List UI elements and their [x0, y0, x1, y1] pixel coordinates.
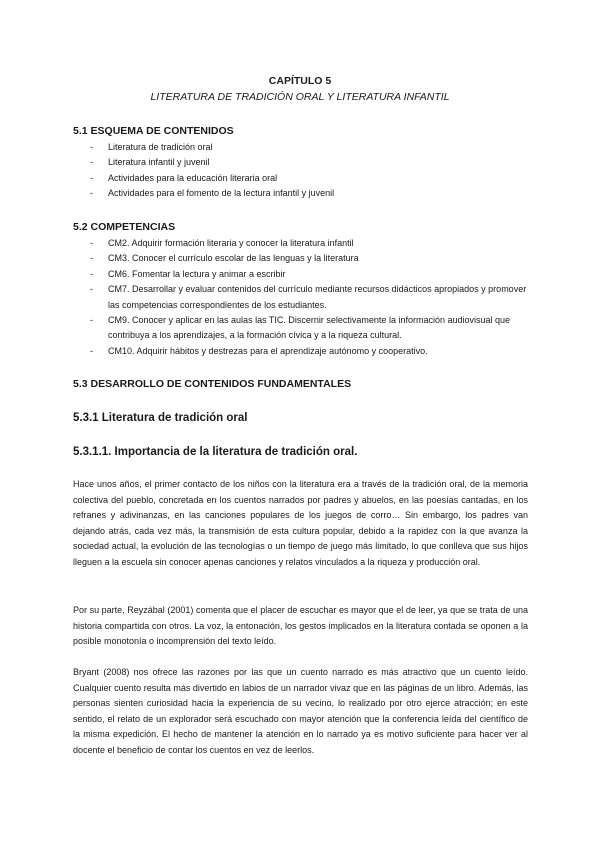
list-item: - CM10. Adquirir hábitos y destrezas para el aprendizaje autónomo y cooperativo.	[90, 344, 540, 359]
section-heading-5-3: 5.3 DESARROLLO DE CONTENIDOS FUNDAMENTALES	[73, 378, 352, 390]
body-paragraph-1: Hace unos años, el primer contacto de los niños con la literatura era a través de la tradición oral, de la memoria colectiva del pueblo, concretada en los cuentos narrados por padres y abuelos, en las poesías cantadas, en los refranes y adivinanzas, en las canciones populares de los juegos de corro… Sin embargo, los padres van dejando atrás, cada vez más, la transmisión de esta cultura popular, debido a la rapidez con la que avanza la sociedad actual, la evolución de las tecnologías o un tiempo de juego más limitado, lo que conlleva que sus hijos lleguen a la escuela sin conocer apenas canciones y relatos vinculados a la riqueza y producción oral.	[73, 479, 528, 567]
subsubsection-heading: 5.3.1.1. Importancia de la literatura de tradición oral.	[73, 446, 358, 458]
section-heading-5-2: 5.2 COMPETENCIAS	[73, 221, 176, 233]
competencies-list	[90, 236, 540, 359]
subsection-heading: 5.3.1 Literatura de tradición oral	[73, 412, 248, 424]
list-item: - CM6. Fomentar la lectura y animar a escribir	[90, 267, 540, 282]
section-heading-5-1: 5.1 ESQUEMA DE CONTENIDOS	[73, 125, 234, 137]
chapter-number: CAPÍTULO 5	[268, 75, 332, 87]
list-item: - Actividades para el fomento de la lectura infantil y juvenil	[90, 186, 540, 201]
contents-list	[90, 140, 540, 202]
list-item: - CM3. Conocer el currículo escolar de las lenguas y la literatura	[90, 251, 540, 266]
list-item: - CM7. Desarrollar y evaluar contenidos del currículo mediante recursos didácticos apropiados y promover las competencias correspondientes de los estudiantes.	[90, 282, 540, 313]
list-item: - Literatura infantil y juvenil	[90, 155, 540, 170]
list-item: - Literatura de tradición oral	[90, 140, 540, 155]
list-item: - Actividades para la educación literaria oral	[90, 171, 540, 186]
body-paragraph-2: Por su parte, Reyzábal (2001) comenta que el placer de escuchar es mayor que el de leer, ya que se trata de una historia compartida con otros. La voz, la entonación, los gestos implicados en la literatura contada se oponen a la posible monotonía o incomprensión del texto leído.	[73, 605, 528, 647]
chapter-title: LITERATURA DE TRADICIÓN ORAL Y LITERATURA INFANTIL	[150, 91, 450, 103]
list-item: - CM2. Adquirir formación literaria y conocer la literatura infantil	[90, 236, 540, 251]
list-item: - CM9. Conocer y aplicar en las aulas las TIC. Discernir selectivamente la información audiovisual que contribuya a los aprendizajes, a la formación cívica y a la riqueza cultural.	[90, 313, 540, 344]
body-paragraph-3: Bryant (2008) nos ofrece las razones por las que un cuento narrado es más atractivo que un cuento leído. Cualquier cuento resulta más divertido en labios de un narrador vivaz que en las páginas de un libro. Además, las personas sienten curiosidad hacia la experiencia de su vecino, lo realizado por otro ejerce atracción; en este sentido, el relato de un explorador será escuchado con mayor atención que la conferencia leída del científico de la misma expedición. El hecho de mantener la atención en lo narrado ya es motivo suficiente para hacer ver al docente el beneficio de contar los cuentos en vez de leerlos.	[73, 667, 528, 755]
